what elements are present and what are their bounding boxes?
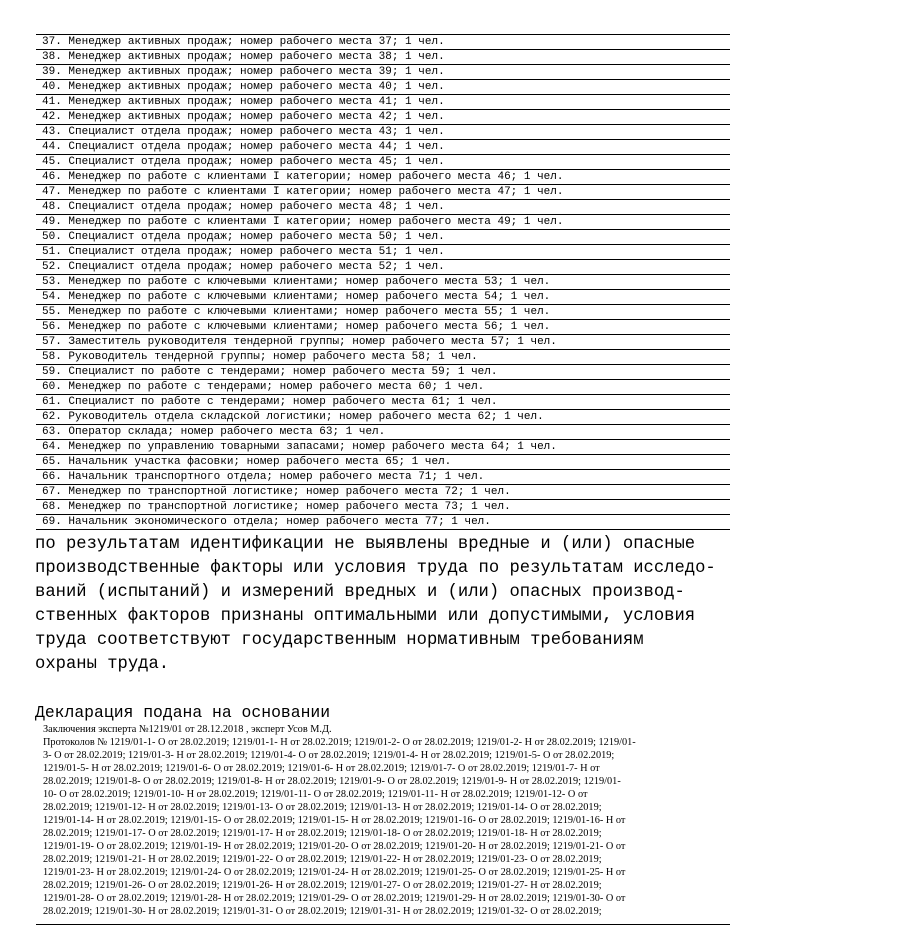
basis-line: 28.02.2019; 1219/01-12- Н от 28.02.2019; 1219/01-13- О от 28.02.2019; 1219/01-13- Н от 28.02.2019; 1219/01-14- О от 28.02.2019; bbox=[43, 802, 602, 813]
declaration-title: Декларация подана на основании bbox=[35, 703, 331, 722]
basis-line: 1219/01-19- О от 28.02.2019; 1219/01-19- Н от 28.02.2019; 1219/01-20- О от 28.02.2019; 1219/01-20- Н от 28.02.2019; 1219/01-21- О от bbox=[43, 841, 626, 852]
workplace-row: 59. Специалист по работе с тендерами; номер рабочего места 59; 1 чел. bbox=[36, 365, 730, 380]
workplace-row: 49. Менеджер по работе с клиентами I категории; номер рабочего места 49; 1 чел. bbox=[36, 215, 730, 230]
basis-line: 28.02.2019; 1219/01-30- Н от 28.02.2019; 1219/01-31- О от 28.02.2019; 1219/01-31- Н от 28.02.2019; 1219/01-32- О от 28.02.2019; bbox=[43, 906, 602, 917]
workplace-row: 55. Менеджер по работе с ключевыми клиентами; номер рабочего места 55; 1 чел. bbox=[36, 305, 730, 320]
basis-line: 28.02.2019; 1219/01-21- Н от 28.02.2019; 1219/01-22- О от 28.02.2019; 1219/01-22- Н от 28.02.2019; 1219/01-23- О от 28.02.2019; bbox=[43, 854, 602, 865]
workplace-row: 39. Менеджер активных продаж; номер рабочего места 39; 1 чел. bbox=[36, 65, 730, 80]
workplace-row: 40. Менеджер активных продаж; номер рабочего места 40; 1 чел. bbox=[36, 80, 730, 95]
workplace-row: 58. Руководитель тендерной группы; номер рабочего места 58; 1 чел. bbox=[36, 350, 730, 365]
workplace-row: 38. Менеджер активных продаж; номер рабочего места 38; 1 чел. bbox=[36, 50, 730, 65]
basis-line: 1219/01-14- Н от 28.02.2019; 1219/01-15- О от 28.02.2019; 1219/01-15- Н от 28.02.2019; 1219/01-16- О от 28.02.2019; 1219/01-16- Н от bbox=[43, 815, 626, 826]
basis-underline bbox=[36, 924, 730, 925]
workplace-list bbox=[36, 34, 730, 530]
workplace-row: 54. Менеджер по работе с ключевыми клиентами; номер рабочего места 54; 1 чел. bbox=[36, 290, 730, 305]
conclusion-line: производственные факторы или условия труда по результатам исследо- bbox=[35, 559, 716, 578]
workplace-row: 52. Специалист отдела продаж; номер рабочего места 52; 1 чел. bbox=[36, 260, 730, 275]
workplace-row: 62. Руководитель отдела складской логистики; номер рабочего места 62; 1 чел. bbox=[36, 410, 730, 425]
basis-line: 28.02.2019; 1219/01-8- О от 28.02.2019; 1219/01-8- Н от 28.02.2019; 1219/01-9- О от 28.02.2019; 1219/01-9- Н от 28.02.2019; 1219/01- bbox=[43, 776, 621, 787]
declaration-basis bbox=[43, 723, 726, 918]
workplace-row: 57. Заместитель руководителя тендерной группы; номер рабочего места 57; 1 чел. bbox=[36, 335, 730, 350]
conclusion-line: охраны труда. bbox=[35, 655, 170, 674]
workplace-row: 69. Начальник экономического отдела; номер рабочего места 77; 1 чел. bbox=[36, 515, 730, 530]
basis-line: 1219/01-23- Н от 28.02.2019; 1219/01-24- О от 28.02.2019; 1219/01-24- Н от 28.02.2019; 1219/01-25- О от 28.02.2019; 1219/01-25- Н от bbox=[43, 867, 626, 878]
workplace-row: 65. Начальник участка фасовки; номер рабочего места 65; 1 чел. bbox=[36, 455, 730, 470]
workplace-row: 53. Менеджер по работе с ключевыми клиентами; номер рабочего места 53; 1 чел. bbox=[36, 275, 730, 290]
workplace-row: 44. Специалист отдела продаж; номер рабочего места 44; 1 чел. bbox=[36, 140, 730, 155]
basis-line: Заключения эксперта №1219/01 от 28.12.2018 , эксперт Усов М.Д. bbox=[43, 724, 332, 735]
basis-line: 1219/01-5- Н от 28.02.2019; 1219/01-6- О от 28.02.2019; 1219/01-6- Н от 28.02.2019; 1219/01-7- О от 28.02.2019; 1219/01-7- Н от bbox=[43, 763, 600, 774]
conclusion-line: по результатам идентификации не выявлены вредные и (или) опасные bbox=[35, 535, 696, 554]
workplace-row: 47. Менеджер по работе с клиентами I категории; номер рабочего места 47; 1 чел. bbox=[36, 185, 730, 200]
workplace-row: 45. Специалист отдела продаж; номер рабочего места 45; 1 чел. bbox=[36, 155, 730, 170]
workplace-row: 43. Специалист отдела продаж; номер рабочего места 43; 1 чел. bbox=[36, 125, 730, 140]
workplace-row: 64. Менеджер по управлению товарными запасами; номер рабочего места 64; 1 чел. bbox=[36, 440, 730, 455]
workplace-row: 68. Менеджер по транспортной логистике; номер рабочего места 73; 1 чел. bbox=[36, 500, 730, 515]
conclusion-line: ственных факторов признаны оптимальными или допустимыми, условия bbox=[35, 607, 696, 626]
workplace-row: 61. Специалист по работе с тендерами; номер рабочего места 61; 1 чел. bbox=[36, 395, 730, 410]
basis-line: 28.02.2019; 1219/01-17- О от 28.02.2019; 1219/01-17- Н от 28.02.2019; 1219/01-18- О от 28.02.2019; 1219/01-18- Н от 28.02.2019; bbox=[43, 828, 602, 839]
workplace-row: 51. Специалист отдела продаж; номер рабочего места 51; 1 чел. bbox=[36, 245, 730, 260]
basis-line: 28.02.2019; 1219/01-26- О от 28.02.2019; 1219/01-26- Н от 28.02.2019; 1219/01-27- О от 28.02.2019; 1219/01-27- Н от 28.02.2019; bbox=[43, 880, 602, 891]
workplace-row: 37. Менеджер активных продаж; номер рабочего места 37; 1 чел. bbox=[36, 35, 730, 50]
basis-line: 3- О от 28.02.2019; 1219/01-3- Н от 28.02.2019; 1219/01-4- О от 28.02.2019; 1219/01-4- Н от 28.02.2019; 1219/01-5- О от 28.02.2019; bbox=[43, 750, 615, 761]
conclusion-line: ваний (испытаний) и измерений вредных и (или) опасных производ- bbox=[35, 583, 685, 602]
conclusion-line: труда соответствуют государственным нормативным требованиям bbox=[35, 631, 644, 650]
workplace-row: 50. Специалист отдела продаж; номер рабочего места 50; 1 чел. bbox=[36, 230, 730, 245]
workplace-row: 42. Менеджер активных продаж; номер рабочего места 42; 1 чел. bbox=[36, 110, 730, 125]
workplace-row: 48. Специалист отдела продаж; номер рабочего места 48; 1 чел. bbox=[36, 200, 730, 215]
conclusion-paragraph bbox=[35, 533, 885, 677]
workplace-row: 60. Менеджер по работе с тендерами; номер рабочего места 60; 1 чел. bbox=[36, 380, 730, 395]
workplace-row: 46. Менеджер по работе с клиентами I категории; номер рабочего места 46; 1 чел. bbox=[36, 170, 730, 185]
basis-line: Протоколов № 1219/01-1- О от 28.02.2019; 1219/01-1- Н от 28.02.2019; 1219/01-2- О от 28.02.2019; 1219/01-2- Н от 28.02.2019; 1219/01- bbox=[43, 737, 636, 748]
basis-line: 10- О от 28.02.2019; 1219/01-10- Н от 28.02.2019; 1219/01-11- О от 28.02.2019; 1219/01-11- Н от 28.02.2019; 1219/01-12- О от bbox=[43, 789, 588, 800]
workplace-row: 67. Менеджер по транспортной логистике; номер рабочего места 72; 1 чел. bbox=[36, 485, 730, 500]
basis-line: 1219/01-28- О от 28.02.2019; 1219/01-28- Н от 28.02.2019; 1219/01-29- О от 28.02.2019; 1219/01-29- Н от 28.02.2019; 1219/01-30- О от bbox=[43, 893, 626, 904]
workplace-row: 56. Менеджер по работе с ключевыми клиентами; номер рабочего места 56; 1 чел. bbox=[36, 320, 730, 335]
workplace-row: 63. Оператор склада; номер рабочего места 63; 1 чел. bbox=[36, 425, 730, 440]
workplace-row: 66. Начальник транспортного отдела; номер рабочего места 71; 1 чел. bbox=[36, 470, 730, 485]
workplace-row: 41. Менеджер активных продаж; номер рабочего места 41; 1 чел. bbox=[36, 95, 730, 110]
